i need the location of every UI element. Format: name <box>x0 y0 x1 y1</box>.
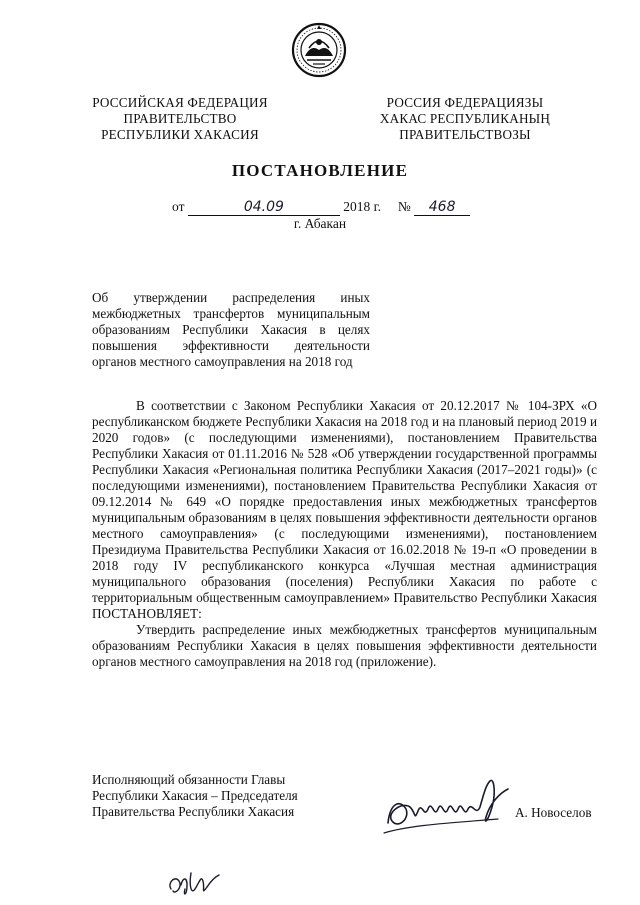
number-field: 468 <box>414 199 470 216</box>
header-left-line: ПРАВИТЕЛЬСТВО <box>123 111 237 126</box>
subject-line: образованиям Республики Хакасия в целях <box>92 322 370 337</box>
header-right-line: РОССИЯ ФЕДЕРАЦИЯЗЫ <box>386 95 544 110</box>
document-title: ПОСТАНОВЛЕНИЕ <box>231 161 409 180</box>
subject-block <box>92 290 370 370</box>
subject-line: органов местного самоуправления на 2018 год <box>92 354 353 369</box>
header-left <box>80 95 280 143</box>
body-text <box>92 398 597 670</box>
date-prefix: от <box>172 199 185 214</box>
signatory-title <box>92 772 298 820</box>
signatory-line: Правительства Республики Хакасия <box>92 804 295 819</box>
coat-of-arms-icon <box>291 22 347 78</box>
date-field: 04.09 <box>188 199 340 216</box>
signatory-line: Республики Хакасия – Председателя <box>92 788 298 803</box>
body-paragraph: Утвердить распределение иных межбюджетных трансфертов муниципальным образованиям Республики Хакасия в целях повышения эффективности деятельности органов местного самоуправления на 2018 год (приложение). <box>92 622 597 669</box>
header-left-line: РОССИЙСКАЯ ФЕДЕРАЦИЯ <box>92 95 268 110</box>
year-text: 2018 г. <box>343 199 381 214</box>
header-left-line: РЕСПУБЛИКИ ХАКАСИЯ <box>101 127 259 142</box>
handwritten-signature-icon <box>380 763 515 843</box>
signatory-line: Исполняющий обязанности Главы <box>92 772 286 787</box>
city-line: г. Абакан <box>293 216 347 231</box>
signatory-name: А. Новоселов <box>515 805 592 820</box>
number-label: № <box>397 199 411 214</box>
header-right <box>360 95 570 143</box>
date-line <box>172 199 470 216</box>
handwritten-initials-icon <box>165 865 225 901</box>
subject-line: повышения эффективности деятельности <box>92 338 370 353</box>
body-paragraph: В соответствии с Законом Республики Хакасия от 20.12.2017 № 104-ЗРХ «О республиканском бюджете Республики Хакасия на 2018 год и на плановый период 2019 и 2020 годов» (с последующими изменениями), постановлением Правительства Республики Хакасия от 01.11.2016 № 528 «Об утверждении государственной программы Республики Хакасия «Региональная политика Республики Хакасия (2017–2021 годы)» (с последующими изменениями), постановлением Правительства Республики Хакасия от 09.12.2014 № 649 «О порядке предоставления иных межбюджетных трансфертов муниципальным образованиям в целях повышения эффективности деятельности органов местного самоуправления» (с последующими изменениями), постановлением Президиума Правительства Республики Хакасия от 16.02.2018 № 19-п «О проведении в 2018 году IV республиканского конкурса «Лучшая местная администрация муниципального образования (поселения) Республики Хакасия по работе с территориальным общественным самоуправлением» Правительство Республики Хакасия ПОСТАНОВЛЯЕТ: <box>92 398 597 621</box>
header-right-line: ХАКАС РЕСПУБЛИКАНЫҢ <box>379 111 551 126</box>
subject-line: межбюджетных трансфертов муниципальным <box>92 306 370 321</box>
header-right-line: ПРАВИТЕЛЬСТВОЗЫ <box>399 127 531 142</box>
subject-line: Об утверждении распределения иных <box>92 290 370 305</box>
